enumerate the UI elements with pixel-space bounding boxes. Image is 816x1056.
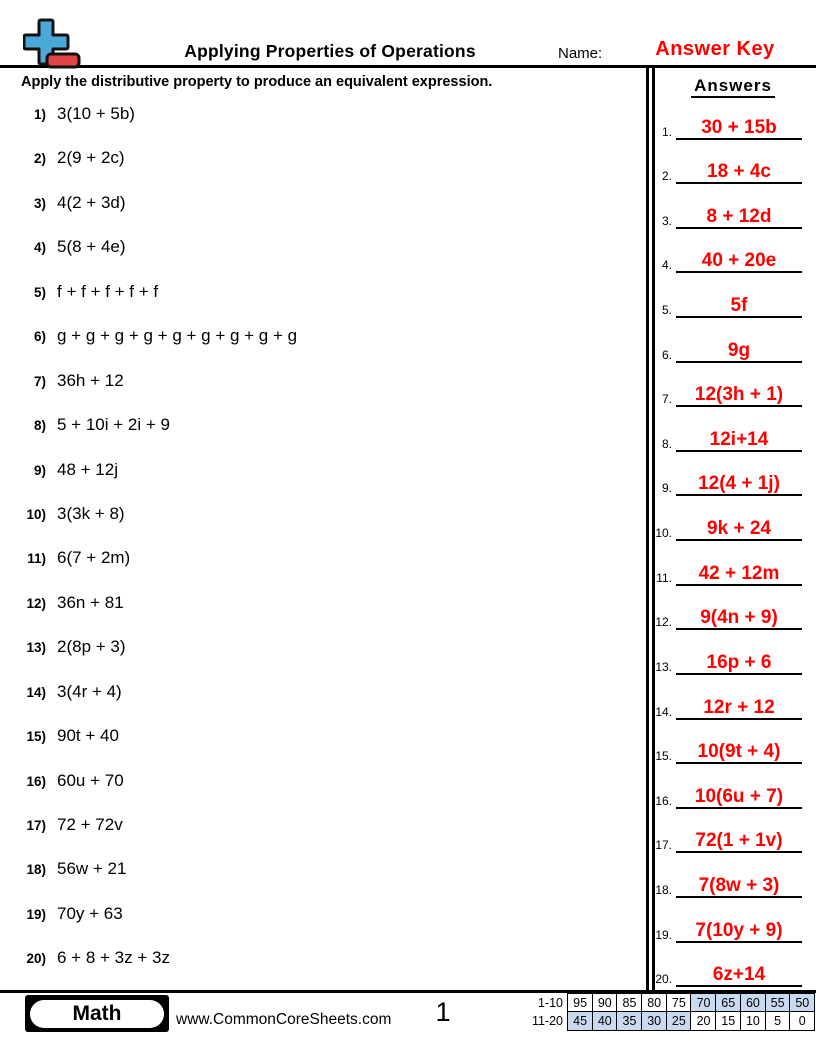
answer-value: 9(4n + 9) xyxy=(676,607,802,630)
answer-number: 5. xyxy=(661,303,672,318)
grade-cell: 35 xyxy=(616,1011,642,1031)
answer-number: 9. xyxy=(661,481,672,496)
answer-value: 12i+14 xyxy=(676,429,802,452)
answer-row xyxy=(650,764,816,809)
instruction-text: Apply the distributive property to produce an equivalent expression. xyxy=(21,74,493,90)
problem-number: 16) xyxy=(26,773,46,789)
grade-cell: 30 xyxy=(641,1011,667,1031)
answer-value: 8 + 12d xyxy=(676,206,802,229)
answer-value: 30 + 15b xyxy=(676,117,802,140)
grade-cell: 25 xyxy=(666,1011,692,1031)
problem-number: 1) xyxy=(33,107,46,122)
problem-expression: 90t + 40 xyxy=(57,726,119,746)
problem-row xyxy=(0,325,640,369)
problem-row xyxy=(0,147,640,191)
answer-row xyxy=(650,184,816,229)
answer-number: 6. xyxy=(661,347,672,362)
grade-cell: 65 xyxy=(715,993,741,1013)
problem-number: 6) xyxy=(33,329,46,345)
answers-list xyxy=(650,95,816,987)
grading-row-1 xyxy=(567,993,815,1013)
grade-row2-label: 11-20 xyxy=(531,1014,563,1028)
problem-number: 8) xyxy=(33,418,46,434)
answer-number: 2. xyxy=(661,169,672,184)
problem-number: 2) xyxy=(33,151,46,167)
grade-cell: 80 xyxy=(641,993,667,1013)
answer-number: 14. xyxy=(655,704,672,719)
problem-expression: 48 + 12j xyxy=(57,459,118,479)
problems-list xyxy=(0,103,640,992)
grade-cell: 45 xyxy=(567,1011,593,1031)
problem-expression: 36h + 12 xyxy=(57,370,124,390)
answer-value: 9g xyxy=(676,340,802,363)
problem-expression: 60u + 70 xyxy=(57,770,124,790)
answer-number: 11. xyxy=(656,570,672,585)
answer-row xyxy=(650,407,816,452)
problem-expression: 2(8p + 3) xyxy=(57,637,126,657)
problem-row xyxy=(0,547,640,591)
answer-value: 6z+14 xyxy=(676,964,802,987)
answer-number: 3. xyxy=(661,213,672,228)
answer-value: 42 + 12m xyxy=(676,563,802,586)
answer-value: 12(4 + 1j) xyxy=(676,473,802,496)
grading-row-2 xyxy=(567,1011,815,1031)
answer-value: 10(9t + 4) xyxy=(676,741,802,764)
problem-expression: 4(2 + 3d) xyxy=(57,192,126,212)
problem-expression: 72 + 72v xyxy=(57,815,123,834)
problem-number: 13) xyxy=(26,640,46,656)
answer-value: 12r + 12 xyxy=(676,697,802,720)
answer-row xyxy=(650,675,816,720)
grading-table xyxy=(567,993,815,1031)
answer-row xyxy=(650,720,816,765)
problem-number: 15) xyxy=(26,729,46,745)
problem-expression: 36n + 81 xyxy=(57,592,124,612)
answer-value: 72(1 + 1v) xyxy=(676,830,802,853)
answer-row xyxy=(650,630,816,675)
problem-row xyxy=(0,814,640,858)
answer-row xyxy=(650,318,816,363)
grade-cell: 5 xyxy=(765,1011,791,1031)
answer-row xyxy=(650,541,816,586)
grade-row1-label: 1-10 xyxy=(537,996,563,1010)
problem-number: 18) xyxy=(26,862,46,878)
answer-row xyxy=(650,586,816,631)
problem-row xyxy=(0,236,640,280)
grade-cell: 40 xyxy=(592,1011,618,1031)
problem-row xyxy=(0,770,640,814)
problem-row xyxy=(0,370,640,414)
problem-row xyxy=(0,414,640,458)
grade-cell: 55 xyxy=(765,993,791,1013)
page-title: Applying Properties of Operations xyxy=(184,41,476,61)
answer-value: 9k + 24 xyxy=(676,518,802,541)
name-value-answer-key: Answer Key xyxy=(655,38,775,60)
problem-expression: 3(3k + 8) xyxy=(57,503,125,523)
problem-number: 3) xyxy=(33,195,46,211)
grade-cell: 0 xyxy=(789,1011,815,1031)
answer-number: 19. xyxy=(655,927,672,942)
answer-row xyxy=(650,809,816,854)
grade-cell: 15 xyxy=(715,1011,741,1031)
grade-cell: 50 xyxy=(789,993,815,1013)
answer-row xyxy=(650,853,816,898)
problem-row xyxy=(0,281,640,325)
problem-expression: 3(10 + 5b) xyxy=(57,104,135,123)
problem-number: 10) xyxy=(26,506,46,522)
problem-expression: 2(9 + 2c) xyxy=(57,148,125,168)
answer-number: 13. xyxy=(655,659,672,674)
answer-value: 7(10y + 9) xyxy=(676,920,802,943)
problem-expression: f + f + f + f + f xyxy=(57,281,159,301)
problem-number: 14) xyxy=(26,684,46,700)
grade-cell: 85 xyxy=(616,993,642,1013)
problem-row xyxy=(0,725,640,769)
answer-number: 12. xyxy=(655,615,672,630)
answer-number: 10. xyxy=(655,526,672,541)
problem-row xyxy=(0,103,640,147)
problem-expression: 3(4r + 4) xyxy=(57,681,122,701)
answer-number: 4. xyxy=(661,258,672,273)
grade-cell: 10 xyxy=(740,1011,766,1031)
problem-row xyxy=(0,947,640,991)
grade-cell: 95 xyxy=(567,993,593,1013)
problem-row xyxy=(0,858,640,902)
answer-row xyxy=(650,452,816,497)
problem-number: 19) xyxy=(26,906,46,922)
page-number: 1 xyxy=(435,997,451,1027)
problem-expression: 6(7 + 2m) xyxy=(57,548,131,568)
answer-row xyxy=(650,363,816,408)
problem-expression: g + g + g + g + g + g + g + g + g xyxy=(57,326,298,346)
answer-row xyxy=(650,496,816,541)
problem-number: 12) xyxy=(26,595,46,611)
grade-cell: 20 xyxy=(690,1011,716,1031)
answer-row xyxy=(650,943,816,988)
answers-heading: Answers xyxy=(650,76,816,96)
problem-number: 11) xyxy=(27,551,46,567)
answer-value: 10(6u + 7) xyxy=(676,786,802,809)
problem-row xyxy=(0,192,640,236)
grade-cell: 60 xyxy=(740,993,766,1013)
problem-row xyxy=(0,459,640,503)
problem-row xyxy=(0,503,640,547)
problem-number: 20) xyxy=(26,951,46,967)
problem-number: 17) xyxy=(26,818,46,833)
answer-number: 20. xyxy=(655,972,672,987)
problem-number: 7) xyxy=(33,373,46,389)
grade-cell: 70 xyxy=(690,993,716,1013)
answer-row xyxy=(650,229,816,274)
answer-number: 17. xyxy=(655,838,672,853)
answer-value: 12(3h + 1) xyxy=(676,384,802,407)
problem-number: 5) xyxy=(33,284,46,300)
minus-icon xyxy=(47,54,79,67)
problem-number: 4) xyxy=(33,240,46,256)
problem-row xyxy=(0,681,640,725)
answer-value: 18 + 4c xyxy=(676,161,802,184)
grade-cell: 90 xyxy=(592,993,618,1013)
problem-expression: 70y + 63 xyxy=(57,903,123,923)
subject-badge-label: Math xyxy=(30,1000,164,1028)
answer-value: 5f xyxy=(676,295,802,318)
answer-number: 1. xyxy=(661,124,672,139)
plus-minus-logo-icon xyxy=(23,18,83,70)
answer-value: 7(8w + 3) xyxy=(676,875,802,898)
header-divider xyxy=(0,65,816,68)
answer-number: 18. xyxy=(655,882,672,897)
name-label: Name: xyxy=(558,45,603,62)
subject-badge xyxy=(25,995,169,1032)
answer-number: 7. xyxy=(661,392,672,407)
answer-row xyxy=(650,273,816,318)
problem-number: 9) xyxy=(33,462,46,478)
answer-row xyxy=(650,95,816,140)
grade-cell: 75 xyxy=(666,993,692,1013)
problem-expression: 6 + 8 + 3z + 3z xyxy=(57,948,170,968)
answer-row xyxy=(650,140,816,185)
answer-number: 8. xyxy=(661,436,672,451)
answer-row xyxy=(650,898,816,943)
answer-number: 16. xyxy=(655,793,672,808)
website-text: www.CommonCoreSheets.com xyxy=(176,1011,392,1028)
problem-row xyxy=(0,636,640,680)
problem-expression: 56w + 21 xyxy=(57,859,127,879)
problem-row xyxy=(0,592,640,636)
problem-expression: 5 + 10i + 2i + 9 xyxy=(57,415,170,435)
problem-expression: 5(8 + 4e) xyxy=(57,237,126,257)
answer-value: 40 + 20e xyxy=(676,250,802,273)
answer-value: 16p + 6 xyxy=(676,652,802,675)
answer-number: 15. xyxy=(655,749,672,764)
problem-row xyxy=(0,903,640,947)
